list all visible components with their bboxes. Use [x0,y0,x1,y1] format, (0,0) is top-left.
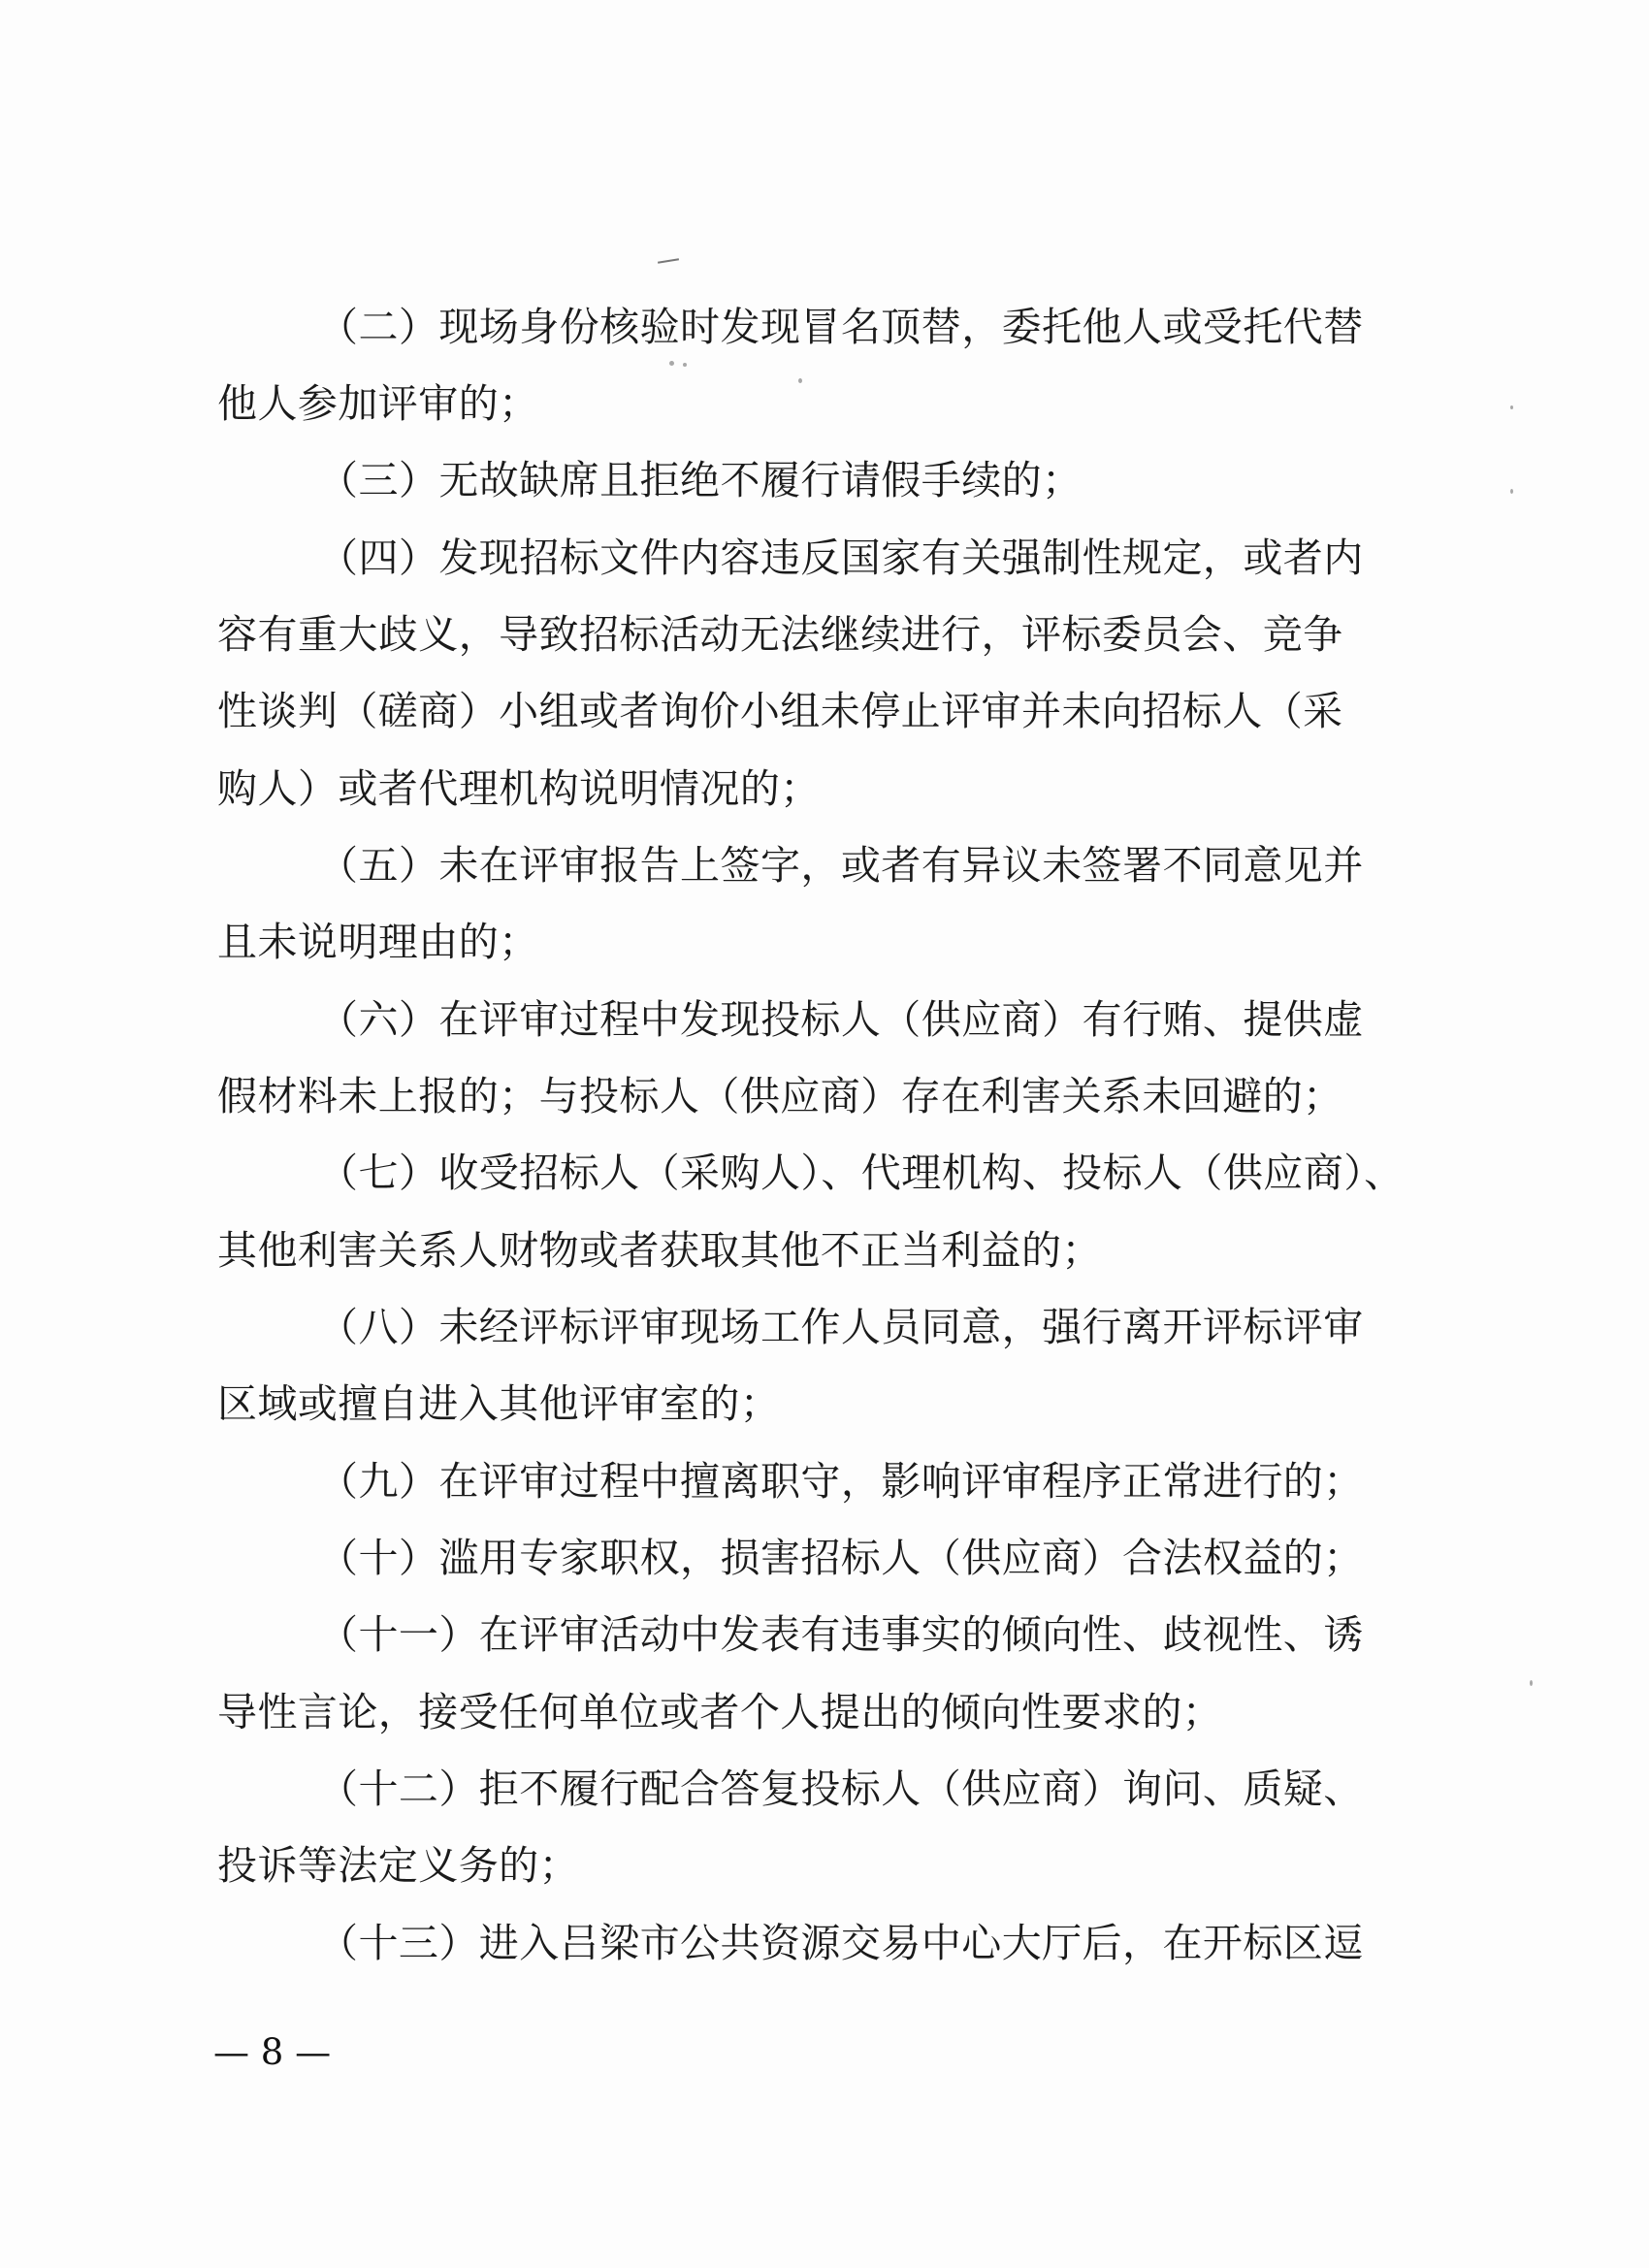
text-line-16: （九）在评审过程中擅离职守，影响评审程序正常进行的； [318,1458,1364,1505]
text-line-22: （十三）进入吕梁市公共资源交易中心大厅后，在开标区逗 [318,1920,1364,1966]
text-line-9: 且未说明理由的； [217,919,539,965]
text-line-2: 他人参加评审的； [217,380,539,427]
text-line-10: （六）在评审过程中发现投标人（供应商）有行贿、提供虚 [318,996,1364,1043]
text-line-5: 容有重大歧义，导致招标活动无法继续进行，评标委员会、竞争 [217,611,1343,658]
page-number: — 8 — [213,2031,332,2073]
text-line-3: （三）无故缺席且拒绝不履行请假手续的； [318,457,1083,503]
scan-speck [1510,489,1513,494]
text-line-15: 区域或擅自进入其他评审室的； [217,1380,781,1427]
text-line-1: （二）现场身份核验时发现冒名顶替，委托他人或受托代替 [318,304,1364,350]
text-line-19: 导性言论，接受任何单位或者个人提出的倾向性要求的； [217,1689,1223,1735]
text-line-4: （四）发现招标文件内容违反国家有关强制性规定，或者内 [318,535,1364,581]
text-line-12: （七）收受招标人（采购人）、代理机构、投标人（供应商）、 [318,1150,1405,1196]
text-line-11: 假材料未上报的；与投标人（供应商）存在利害关系未回避的； [217,1073,1343,1119]
text-line-17: （十）滥用专家职权，损害招标人（供应商）合法权益的； [318,1535,1364,1581]
text-line-20: （十二）拒不履行配合答复投标人（供应商）询问、质疑、 [318,1766,1364,1812]
text-line-21: 投诉等法定义务的； [217,1842,580,1889]
scan-speck [669,361,674,366]
scan-mark [658,258,679,263]
text-line-7: 购人）或者代理机构说明情况的； [217,765,821,812]
scan-speck [683,363,687,367]
text-line-18: （十一）在评审活动中发表有违事实的倾向性、歧视性、诱 [318,1611,1364,1658]
scan-speck [1510,405,1513,409]
scan-speck [798,378,802,383]
text-line-14: （八）未经评标评审现场工作人员同意，强行离开评标评审 [318,1304,1364,1350]
text-line-13: 其他利害关系人财物或者获取其他不正当利益的； [217,1227,1102,1274]
scan-speck [1530,1680,1533,1686]
text-line-8: （五）未在评审报告上签字，或者有异议未签署不同意见并 [318,842,1364,889]
text-line-6: 性谈判（磋商）小组或者询价小组未停止评审并未向招标人（采 [217,688,1343,734]
